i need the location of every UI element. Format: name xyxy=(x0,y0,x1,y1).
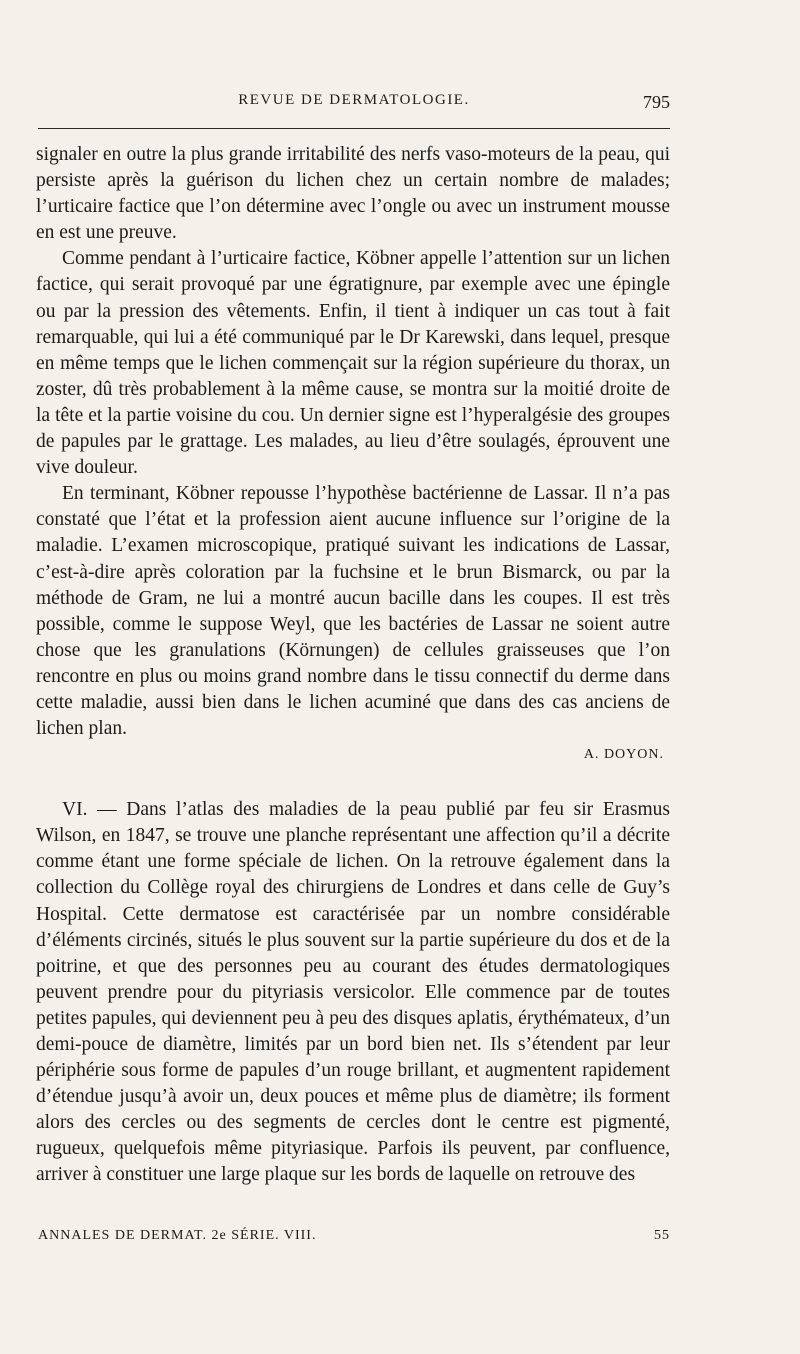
page-number: 795 xyxy=(643,92,670,112)
footer-signature-mark: 55 xyxy=(654,1228,670,1243)
paragraph-3: En terminant, Köbner repousse l’hypothèse bactérienne de Lassar. Il n’a pas constaté que l’état et la profession aient aucune influence sur l’origine de la maladie. L’examen microscopique, pratiqué suivant les indications de Lassar, c’est-à-dire après coloration par la fuchsine et le brun Bismarck, ou par la méthode de Gram, ne lui a montré aucun bacille dans les coupes. Il est très possible, comme le suppose Weyl, que les bactéries de Lassar ne soient autre chose que les granulations (Körnungen) de cellules graisseuses que l’on rencontre en plus ou moins grand nombre dans le tissu connectif du derme dans cette maladie, aussi bien dans le lichen acuminé que dans des cas anciens de lichen plan. xyxy=(36,483,670,740)
header-rule xyxy=(38,128,670,129)
running-head xyxy=(38,92,670,118)
running-title: REVUE DE DERMATOLOGIE. xyxy=(238,92,470,108)
body-text xyxy=(36,142,670,1189)
paragraph-1: signaler en outre la plus grande irritabilité des nerfs vaso-moteurs de la peau, qui persiste après la guérison du lichen chez un certain nombre de malades; l’urticaire factice que l’on détermine avec l’ongle ou avec un instrument mousse en est une preuve. xyxy=(36,144,670,244)
page-footer xyxy=(38,1228,670,1250)
footer-journal-line: ANNALES DE DERMAT. 2e SÉRIE. VIII. xyxy=(38,1228,317,1243)
paragraph-2: Comme pendant à l’urticaire factice, Köbner appelle l’attention sur un lichen factice, qui serait provoqué par une égratignure, par exemple avec une épingle ou par la pression des vêtements. Enfin, il tient à indiquer un cas tout à fait remarquable, qui lui a été communiqué par le Dr Karewski, dans lequel, presque en même temps que le lichen commençait sur la région supérieure du thorax, un zoster, dû très probablement à la même cause, se montra sur la moitié droite de la tête et la partie voisine du cou. Un dernier signe est l’hyperalgésie des groupes de papules par le grattage. Les malades, au lieu d’être soulagés, éprouvent une vive douleur. xyxy=(36,248,670,479)
author-signature: A. DOYON. xyxy=(583,747,664,763)
section-vi-paragraph: VI. — Dans l’atlas des maladies de la peau publié par feu sir Erasmus Wilson, en 1847, se trouve une planche représentant une affection qu’il a décrite comme étant une forme spéciale de lichen. On la retrouve également dans la collection du Collège royal des chirurgiens de Londres et dans celle de Guy’s Hospital. Cette dermatose est caractérisée par un nombre considérable d’éléments circinés, situés le plus souvent sur la partie supérieure du dos et de la poitrine, et que des personnes peu au courant des études dermatologiques peuvent prendre pour du pityriasis versicolor. Elle commence par de toutes petites papules, qui deviennent peu à peu des disques aplatis, érythémateux, d’un demi-pouce de diamètre, limités par un bord bien net. Ils s’étendent par leur périphérie sous forme de papules d’un rouge brillant, et augmentent rapidement d’étendue jusqu’à avoir un, deux pouces et même plus de diamètre; ils forment alors des cercles ou des segments de cercles dont le centre est pigmenté, rugueux, quelquefois même pityriasique. Parfois ils peuvent, par confluence, arriver à constituer une large plaque sur les bords de laquelle on retrouve des xyxy=(36,799,670,1186)
section-gap xyxy=(36,768,670,797)
